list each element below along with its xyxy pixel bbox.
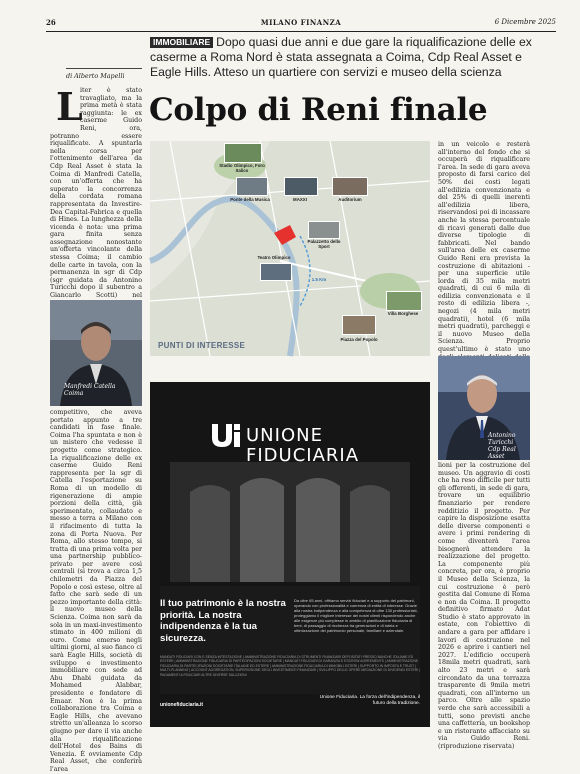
publication-name: MILANO FINANZA (260, 18, 342, 27)
byline: di Alberto Mapelli (66, 72, 125, 80)
column1-top-text: iter è stato travagliato, ma la prima metà è stata raggiunta: le ex caserme Guido Reni, ora, potranno essere riqualificate. A spuntarla nella corsa per l'ottenimento dell'area da Cdp Real Asset è stata la Coima di Manfredi Catella, con un'offerta che ha superato la concorrenza della cordata romana rappresentata da Investire-Dea Capital-Fabrica e quella di Hines. La lunghezza della vicenda è nota: una prima gara finita senza assegnazione nonostante un'offerta vincolante della stessa Coima; il cambio delle carte in tavola, con la permanenza in sgr di Cdp (sgr guidata da Antonino Turicchi dopo il subentro a Giancarlo Scotti) nel (50, 87, 142, 300)
ad-blurb: Da oltre 65 anni, offriamo servizi fiduciari e a supporto del patrimoni, operando con professionalità e coerenza di entità di interesse. Grazie alla nostra Indipendenza e alla competenza di oltre 130 professionisti, proteggiamo il migliore interesse dei nostri clienti rispondendo anche alle esigenze più complesse in ambito di pianificazione fiduciaria di beni, di passaggio di ricchezza tra generazioni e di tutela e ottimizzazione del patrimonio personale, familiare e aziendale. (294, 598, 418, 633)
map-label-palazzetto: Palazzetto dello Sport (307, 239, 341, 249)
left-caption-name: Manfredi Catella (64, 383, 116, 390)
map-label-teatro: Teatro Olimpico (257, 255, 291, 260)
column1-bottom (50, 409, 142, 773)
right-caption-org: Cdp Real Asset (488, 446, 516, 460)
kicker-text: Dopo quasi due anni e due gare la riqualificazione delle ex caserme a Roma Nord è stata assegnata a Coima, Cdp Real Asset e Eagle Hills. Atteso un quartiere con servizi e museo della scienza (150, 35, 532, 79)
article-headline: Colpo di Reni finale (149, 92, 488, 128)
page-number: 26 (46, 18, 56, 27)
section-tag: IMMOBILIARE (150, 37, 213, 48)
column3-top (438, 141, 530, 356)
ad-brand-line1: UNIONE (246, 425, 323, 446)
ad-website-link[interactable]: unionefiduciaria.it (160, 702, 204, 708)
issue-date: 6 Dicembre 2025 (494, 18, 556, 26)
drop-cap: L (56, 84, 83, 129)
column3-bottom (438, 462, 530, 750)
byline-rule (66, 68, 142, 69)
map-label-ponte: Ponte della Musica (230, 197, 270, 202)
map-legend: PUNTI DI INTERESSE (158, 341, 246, 350)
article-kicker (150, 35, 540, 80)
ad-services-list: MANDATI FIDUCIARI CON E SENZA INTESTAZIONE | AMMINISTRAZIONE FIDUCIARIA DI STRUMENTI FINANZIARI DEPOSITATI PRESSO BANCHE ITALIANE ED ESTERE | AMMINISTRAZIONE FIDUCIARIA DI PARTECIPAZIONI SOCIETARIE | MANDATI FIDUCIARI DI GARANZIA E ESCROW AGREEMENTS | AMMINISTRAZIONE FIDUCIARIA DI PARTECIPAZIONI SOCIETARIE ITALIANE ED ESTERE | AMMINISTRAZIONE FIDUCIARIA DI IMMOBILI ESTERI | SUPPORTO IN IMPOSTA E TRUST | MULTI-PLANNING | ACCOUNT AGGREGATION, SUPERVISIONE DEGLI INVESTIMENTI FINANZIARI | SVILUPPO DELLE OPERE MEDIAZIONE DI DIVIDENDI ESTERI | PAGAMENTI A FIDUCIARI ALTRE DIVERSE SALUZIONI (160, 655, 420, 677)
column1-top (50, 84, 142, 300)
ad-tagline: Unione Fiduciaria. La forza dell'indipendenza, il futuro della tradizione. (319, 695, 420, 706)
ad-slogan: Il tuo patrimonio è la nostra priorità. La nostra indipendenza è la tua sicurezza. (160, 598, 286, 644)
right-caption-name: Antonino Turicchi (488, 432, 516, 446)
map-label-stadio: Stadio Olimpico, Foro Italico (219, 163, 265, 173)
map-background (150, 141, 430, 356)
map-label-distance: 1.5 Km (311, 277, 327, 282)
page-header (46, 18, 556, 32)
advertisement-unione-fiduciaria[interactable] (150, 382, 430, 727)
map-label-villa: Villa Borghese (387, 311, 419, 316)
map-infographic (150, 141, 430, 356)
column3-top-text: in un veicolo e resterà all'interno del fondo che si occuperà di riqualificare l'area. In sede di gara aveva proposto di farsi carico del 50% dei costi legati all'edilizia convenzionata e del 25% di quelli inerenti all'edilizia libera, riservandosi poi di incassare anche la stessa percentuale di ricavi generati dalle due diverse tipologie di fabbricati. Nel bando sull'area delle ex caserme Guido Reni era prevista la costruzione di abitazioni - per una superficie utile lorda di 35 mila metri quadrati, di cui 6 mila di edilizia convenzionata e il resto di edilizia libera -, negozi (4 mila metri quadrati), hotel (6 mila metri quadrati), parcheggi e il nuovo Museo della Scienza. Proprio quest'ultimo è stato uno (438, 141, 530, 354)
map-label-auditorium: Auditorium (338, 197, 362, 202)
column3-bottom-text: lioni per la costruzione del museo. Un aggravio di costi che ha reso difficile per tutti gli offerenti, in sede di gara, trovare un equilibrio finanziario per rendere redditizio il progetto. Per capire la disposizione esatta delle diverse componenti e avere i primi rendering di come diventerà l'area bisognerà attendere la realizzazione del progetto. La componente più concreta, per ora, è proprio il Museo della Scienza, la cui costruzione è però gestita dal Comune di Roma e non da Coima. Il progetto definitivo firmato Adat Studio è stato approvato in estate, con l'obiettivo di andare a gara per affidare i lavori di costruzione nel 2026 e aprire i cantieri nel 2027. L'edificio occuperà 18mila metri quadrati, sarà alto 23 metri e sarà circondato da una terrazza trasparente di 9mila metri quadrati, con all'interno un parco. Oltre alle spazio verde che sarà accessibili a tutti, sono previsti anche una caffetteria, un bookshop e un ristorante affacciato su via Guido Reni. (riproduzione riservata) (438, 462, 530, 750)
column1-bottom-text: competitivo, che aveva portato appunto a tre candidati in fase finale. Coima l'ha spuntata e non è un mistero che vedesse il progetto come strategico. La riqualificazione delle ex caserme Guido Reni rappresenta per la sgr di Catella l'esportazione su Roma di un modello di rigenerazione di ampie porzioni della città, già sperimentato, collaudato e messo a terra a Milano con il rifacimento di tutta la zona di Porta Nuova. Per Roma, allo stesso tempo, si tratta di una prima volta per una partnership pubblico-privato per avere così centrali (si trova a circa 1,5 chilometri da Piazza del Popolo e così estese, oltre al fatto che sarà sede di un pezzo importante della città: il nuovo museo della Scienza. Coima non sarà da sola in un maxi-investimento stimato in 400 milioni di euro. Come emerso negli ultimi giorni, al suo fianco ci sarà Eagle Hills, società di sviluppo e investimento immobiliare con sede ad Abu Dhabi guidata da Mohamed Alabbar, presidente e fondatore di Emaar. Non è la prima collaborazione tra Coima e Eagle Hills, che avevano stretto un'alleanza lo scorso giugno per dare il via anche alla riqualificazione dell'Hotel des Bains di Venezia. È ovviamente Cdp Real Asset, che conferirà l'area (50, 409, 142, 773)
photo-antonino-turicchi (438, 356, 530, 460)
header-rule (46, 31, 556, 32)
left-caption-org: Coima (64, 390, 84, 397)
map-label-maxxi: MAXXI (293, 197, 307, 202)
photo-manfredi-catella (50, 300, 142, 406)
unione-fiduciaria-logo (210, 422, 242, 448)
ad-brand (246, 426, 359, 466)
ad-brand-line2: FIDUCIARIA (246, 445, 360, 466)
map-label-piazza: Piazza del Popolo (340, 337, 378, 342)
